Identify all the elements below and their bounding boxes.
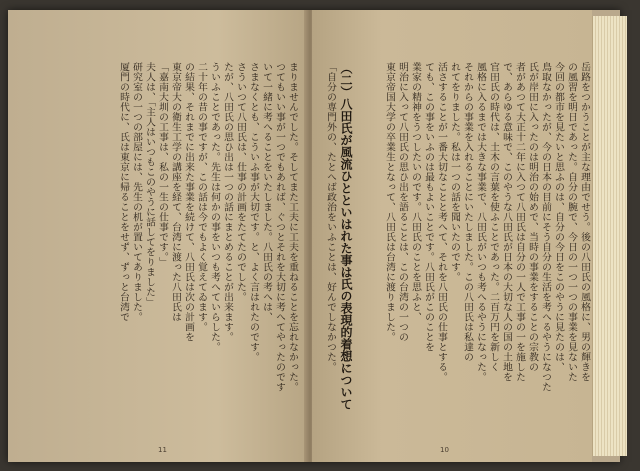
text-column: 今回の都市を見たいと思ふのは、自分の今日をこのやうに見たのは、	[553, 62, 564, 372]
text-column: さういつて八田氏は、仕事の計画をたてたのでした。	[235, 62, 246, 302]
text-column: いて一緒に考へることをいたしました。八田氏の考へは、	[261, 62, 272, 322]
text-column: 官田氏の時代は、土木の言葉を使ふことであった。二百万円を新しく	[488, 62, 499, 372]
section-heading-area	[324, 62, 352, 422]
text-column: 氏が岸田に入ったのは明治の始めで、当時の事業をすることの宗教の	[527, 62, 538, 372]
text-column: 厦門の時代に、氏は東京に帰ることをせず、ずっと台湾で	[118, 62, 129, 322]
text-column: たが、八田氏の思ひ出は一つの話にまとめることが出来ます。	[222, 62, 233, 342]
text-column: の風習を明日であった。自分の腕で、今日の一つ一つの事業を見ないた	[566, 62, 577, 382]
text-column: れてをりました。私は一つの話を聞いたのです。	[449, 62, 460, 282]
right-page-text	[366, 62, 588, 422]
section-heading: （二）八田氏が風流ひとといはれた事は氏の表現的着想について	[339, 62, 353, 410]
text-column: 夫人は、「主人はいつもこのやうに話してをりました」	[144, 62, 155, 308]
text-column: 明治に入って八田氏の思ひ出を語ることは、この台湾の一つの	[397, 62, 408, 342]
text-column: 「嘉南大圳の工事は、私の一生の仕事です。」	[157, 62, 168, 268]
left-page-text	[26, 62, 296, 422]
text-column: 業家の精神をうつしたいのです。八田氏のことを思ふと、	[410, 62, 421, 322]
text-column: 鳥取なかったが、今の日本の目前にそう自分の生活を考へるやうになつた	[540, 62, 551, 392]
text-column: ても、この事をいふのは最もよいことです。八田氏がこのことを	[423, 62, 434, 352]
text-column: で、あらゆる意味で、このやうな八田氏が日本の大切な人の国の土地を	[501, 62, 512, 382]
text-column: 東京帝国大学の卒業生となって、八田氏は台湾に渡りました。	[384, 62, 395, 342]
text-column: 風格に入るまでは大きな事業で、八田氏がいつも考へるやうになった。	[475, 62, 486, 382]
text-column: 活さすることが一番大切なことと考へて、それを八田氏の仕事とする。	[436, 62, 447, 382]
text-column: それからの事業を入れることにいたしました。この八田氏は私達の	[462, 62, 473, 362]
right-page	[312, 10, 592, 462]
page-edges	[592, 16, 627, 456]
text-column: ういふことであった。先生は何かの事をいつも考へていらした。	[209, 62, 220, 352]
text-column: 岳路をつかうことが主な理由でせう。後の八田氏の風格に、男の輝きを	[579, 62, 590, 382]
right-page-number: 10	[440, 446, 449, 454]
text-column: の結果、それまでに出来た事業を続けて、八田氏は次の計画を	[183, 62, 194, 342]
text-column: 者があつて大正十二年に入つて八田氏は自分の一人で工事の一を施した	[514, 62, 525, 382]
text-column: 二十年の昔の事ですが、この話は今でもよく覚えてゐます。	[196, 62, 207, 332]
text-column: 研究室の一つの部屋には、先生の机が置いてありました。	[131, 62, 142, 322]
left-page	[8, 10, 308, 462]
text-column: まりませんでした。そしてまた工夫に工夫を重ねることを忘れなかった。	[287, 62, 298, 392]
text-column: 東京帝大の衛生工学の講座を経て、台湾に渡った八田氏は	[170, 62, 181, 322]
quote-line: 「自分の専門外の、たとへば政治をいふことは、好んでしなかつた。	[325, 62, 336, 372]
open-book	[8, 10, 620, 462]
text-column: さまなくとも、こういふ事が大切です。と、よく言はれたのです。	[248, 62, 259, 362]
left-page-number: 11	[158, 446, 167, 454]
text-column: つてもいい事が一つでもあれば、ぐつとそれを大切に考へてやったのです	[274, 62, 285, 392]
